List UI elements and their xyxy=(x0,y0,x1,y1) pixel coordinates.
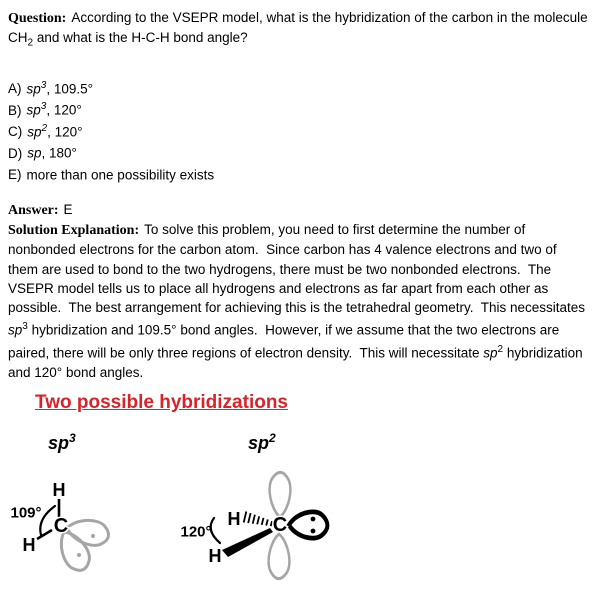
option-d-letter: D) xyxy=(8,145,23,161)
option-b-hybridization: sp xyxy=(26,102,41,118)
option-c-letter: C) xyxy=(8,124,23,140)
sp3-label-base: sp xyxy=(48,432,70,453)
sp2-lone-pair-lobe xyxy=(289,512,327,538)
sp3-orbital-lobe-upper xyxy=(65,516,111,548)
option-a-superscript: 3 xyxy=(40,79,47,91)
option-c-hybridization: sp xyxy=(27,124,42,140)
sp2-p-orbital-lower xyxy=(269,534,290,579)
sp3-electron-dot-upper xyxy=(91,534,95,538)
option-d-rest: , 180° xyxy=(41,145,77,161)
question-text-1: According to the VSEPR model, what is the hybridization of the carbon in the molecule CH xyxy=(8,10,588,45)
sp2-p-orbital-upper xyxy=(270,472,291,517)
sp3-angle-value: 109° xyxy=(10,504,42,522)
solution-sp3-superscript: 3 xyxy=(22,321,28,333)
solution-paragraph xyxy=(8,220,590,382)
sp2-lone-pair-dot-bottom xyxy=(311,528,316,533)
sp2-label xyxy=(248,431,276,454)
sp3-molecule-diagram xyxy=(0,458,170,593)
option-c xyxy=(8,120,590,142)
hybridization-figure xyxy=(0,415,600,605)
question-text-2: and what is the H-C-H bond angle? xyxy=(33,30,248,45)
option-d xyxy=(8,141,590,163)
answer-label: Answer: xyxy=(8,203,59,219)
formula-subscript: 2 xyxy=(27,37,34,49)
option-b-letter: B) xyxy=(8,102,22,118)
question-label: Question: xyxy=(8,11,67,26)
sp2-hydrogen-bottom: H xyxy=(208,545,222,566)
sp3-carbon: C xyxy=(53,514,69,537)
solution-label: Solution Explanation: xyxy=(8,223,140,239)
sp2-angle-arc xyxy=(211,518,220,543)
option-b xyxy=(8,98,590,120)
sp3-label xyxy=(48,431,76,454)
sp2-label-superscript: 2 xyxy=(269,430,276,445)
solution-text-3: hybridization and 120° bond angles. xyxy=(8,345,587,380)
option-e xyxy=(8,163,590,185)
answer-value: E xyxy=(63,202,73,218)
sp2-angle-value: 120° xyxy=(180,523,212,541)
sp3-bond-h-left xyxy=(37,530,52,539)
sp2-hash-wedge-bond xyxy=(244,511,272,526)
sp3-electron-dot-lower xyxy=(77,553,81,557)
option-b-superscript: 3 xyxy=(40,101,47,113)
solution-sp2: sp xyxy=(483,345,498,361)
question-block xyxy=(0,8,600,382)
answer-line xyxy=(8,200,590,220)
solution-sp2-superscript: 2 xyxy=(497,343,504,355)
option-c-superscript: 2 xyxy=(41,122,48,134)
sp3-label-superscript: 3 xyxy=(69,430,76,445)
question-paragraph xyxy=(8,8,590,53)
solution-sp3: sp xyxy=(8,322,23,338)
option-e-rest: more than one possibility exists xyxy=(26,167,215,183)
option-a xyxy=(8,77,590,99)
option-a-rest: , 109.5° xyxy=(46,81,94,97)
sp3-hydrogen-top: H xyxy=(52,479,66,500)
option-a-letter: A) xyxy=(8,81,22,97)
sp2-label-base: sp xyxy=(248,432,270,453)
option-a-hybridization: sp xyxy=(26,81,41,97)
option-b-rest: , 120° xyxy=(46,102,82,118)
sp2-hydrogen-top: H xyxy=(227,508,241,529)
sp2-molecule-diagram xyxy=(175,458,350,593)
solution-text-2: hybridization and 109.5° bond angles. However, if we assume that the two electrons are paired, there will be only three regions of electron density. This will necessitate xyxy=(8,322,564,361)
sp2-lone-pair-dot-top xyxy=(311,516,316,521)
sp2-solid-wedge-bond xyxy=(222,528,273,557)
sp2-carbon: C xyxy=(272,513,288,536)
option-e-letter: E) xyxy=(8,167,22,183)
sp3-hydrogen-left: H xyxy=(22,534,36,555)
solution-text-1: To solve this problem, you need to first determine the number of nonbonded electrons for the carbon atom. Since carbon has 4 valence electrons and two of them are used to bond to the two hydrogens, there must be two nonbonded electrons. The VSEPR model tells us to place all hydrogens and electrons as far apart from each other as possible. The best arrangement for achieving this is the tetrahedral geometry. This necessitates xyxy=(8,222,589,315)
figure-title: Two possible hybridizations xyxy=(35,391,289,413)
option-c-rest: , 120° xyxy=(47,124,83,140)
option-d-hybridization: sp xyxy=(27,145,42,161)
answer-options-list xyxy=(8,77,590,185)
